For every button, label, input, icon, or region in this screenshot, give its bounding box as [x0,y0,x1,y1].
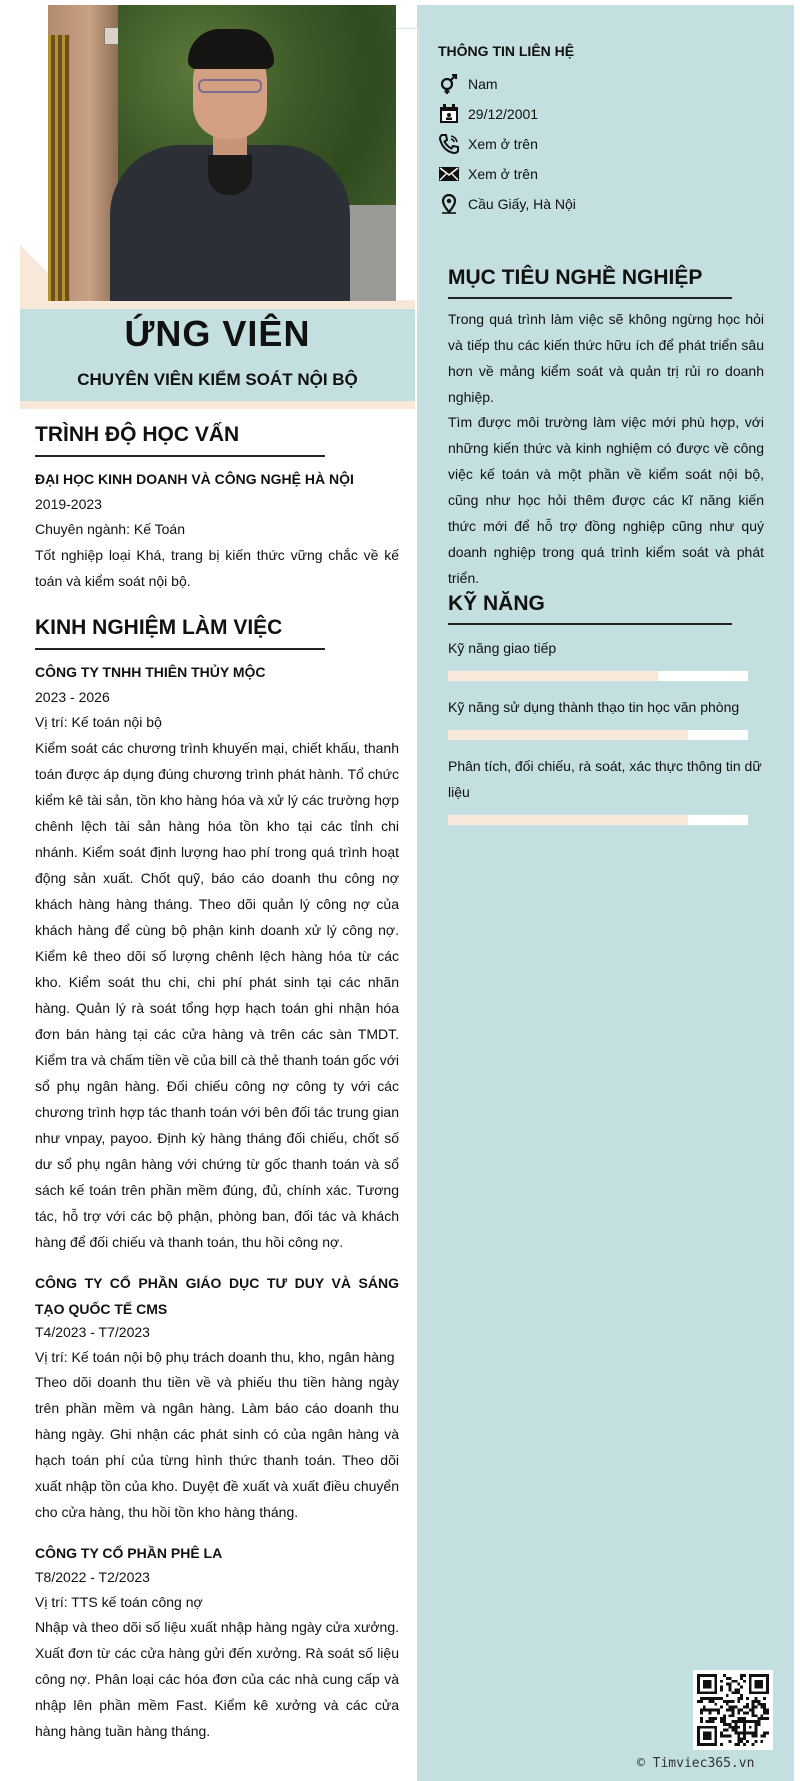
calendar-icon [438,103,460,125]
job-company: CÔNG TY CỔ PHẦN GIÁO DỤC TƯ DUY VÀ SÁNG TẠO QUỐC TẾ CMS [35,1275,399,1317]
education-period: 2019-2023 [35,496,102,512]
skill-name: Kỹ năng giao tiếp [448,640,557,656]
location-pin-icon [438,193,460,215]
job-description: Kiểm soát các chương trình khuyến mại, chiết khấu, thanh toán được áp dụng đúng chương trình phát hành. Tổ chức kiểm kê tài sản, tồn kho hàng hóa và xử lý các trường hợp chênh lệch tài sản hàng hóa tồn kho tại các tỉnh chi nhánh. Kiểm soát định lượng hao phí trong quá trình hoạt động sản xuất. Chốt quỹ, báo cáo doanh thu công nợ khách hàng hàng tháng. Theo dõi quản lý công nợ của khách hàng để cùng bộ phận kinh doanh xử lý công nợ. Kiểm kê theo dõi số lượng chênh lệch hàng hóa từ các kho. Kiểm soát thu chi, chi phí phát sinh tại các nhãn hàng. Quản lý rà soát tổng hợp hạch toán ghi nhận hóa đơn bán hàng tại các cửa hàng và trên các sàn TMDT. Kiểm tra và chấm tiền về của bill cà thẻ thanh toán gốc với sổ phụ ngân hàng. Đối chiếu công nợ công ty với các chương trình hợp tác thanh toán với bên đối tác trung gian như vnpay, payoo. Định kỳ hàng tháng đối chiếu, chốt số dư sổ phụ ngân hàng với chứng từ gốc thanh toán và sổ sách kế toán trên phần mềm đúng, đủ, chính xác. Tương tác, hỗ trợ với các bộ phận, phòng ban, đối tác và khách hàng để đối chiếu và thanh toán, thu hồi công nợ. [35,740,399,1250]
name-card-strip [20,401,415,409]
phone-value: Xem ở trên [468,136,538,152]
contact-gender [438,72,498,96]
experience-heading: KINH NGHIỆM LÀM VIỆC [35,616,283,639]
objective-heading: MỤC TIÊU NGHỀ NGHIỆP [448,266,703,289]
education-major: Chuyên ngành: Kế Toán [35,521,185,537]
envelope-icon [438,163,460,185]
skill-level-bar [448,730,748,740]
contact-phone [438,132,538,156]
skills-heading: KỸ NĂNG [448,592,545,615]
objective-underline [448,297,732,299]
objective-paragraph-1: Trong quá trình làm việc sẽ không ngừng học hỏi và tiếp thu các kiến thức hữu ích để phát triển sâu hơn về mảng kiểm soát và quản trị rủi ro doanh nghiệp. [448,311,764,405]
education-description: Tốt nghiệp loại Khá, trang bị kiến thức vững chắc về kế toán và kiểm soát nội bộ. [35,547,399,589]
contact-address [438,192,576,216]
experience-underline [35,648,325,650]
skill-level-bar [448,815,748,825]
skills-underline [448,623,732,625]
job-period: 2023 - 2026 [35,689,110,705]
job-position: Vị trí: TTS kế toán công nợ [35,1594,203,1610]
education-heading: TRÌNH ĐỘ HỌC VẤN [35,423,240,446]
photo-bottom-strip [20,302,415,308]
address-value: Cầu Giấy, Hà Nội [468,196,576,212]
skill-level-bar [448,671,748,681]
job-period: T8/2022 - T2/2023 [35,1569,150,1585]
job-position: Vị trí: Kế toán nội bộ phụ trách doanh thu, kho, ngân hàng [35,1349,395,1365]
birthday-value: 29/12/2001 [468,106,539,122]
job-title: CHUYÊN VIÊN KIỂM SOÁT NỘI BỘ [77,370,358,389]
education-school: ĐẠI HỌC KINH DOANH VÀ CÔNG NGHỆ HÀ NỘI [35,471,354,487]
contact-birthday [438,102,538,126]
objective-paragraph-2: Tìm được môi trường làm việc mới phù hợp, với những kiến thức và kinh nghiệm có được về công việc kế toán và một phần về kiểm soát nội bộ, cũng như học hỏi thêm được các kĩ năng kiến thức mới để hỗ trợ đồng nghiệp cũng như quý doanh nghiệp trong quá trình kiểm soát và phát triển. [448,414,764,586]
footer-watermark: © Timviec365.vn [637,1756,755,1771]
qr-code [693,1670,773,1750]
job-position: Vị trí: Kế toán nội bộ [35,714,162,730]
email-value: Xem ở trên [468,166,538,182]
contact-email [438,162,538,186]
skill-name: Phân tích, đối chiếu, rà soát, xác thực thông tin dữ liệu [448,758,762,800]
job-company: CÔNG TY TNHH THIÊN THỦY MỘC [35,664,266,680]
job-description: Nhập và theo dõi số liệu xuất nhập hàng ngày cửa xưởng. Xuất đơn từ các cửa hàng gửi đến xưởng. Rà soát số liệu công nợ. Phân loại các hóa đơn của các nhà cung cấp và nhập lên phần mềm Fast. Kiểm kê xưởng và các cửa hàng hàng tuần hàng tháng. [35,1619,399,1739]
education-underline [35,455,325,457]
job-company: CÔNG TY CỔ PHẦN PHÊ LA [35,1545,223,1561]
contact-heading: THÔNG TIN LIÊN HỆ [438,43,575,59]
gender-value: Nam [468,76,498,92]
skill-name: Kỹ năng sử dụng thành thạo tin học văn phòng [448,699,740,715]
decorative-frame [395,28,419,318]
job-description: Theo dõi doanh thu tiền về và phiếu thu tiền hàng ngày trên phần mềm và ngân hàng. Làm báo cáo doanh thu hàng ngày. Ghi nhận các phát sinh có của ngân hàng và hạch toán phí của từng hình thức thanh toán. Theo dõi xuất nhập tồn của kho. Duyệt đề xuất và xuất điều chuyển cho cửa hàng, thu hồi tồn kho hàng tháng. [35,1374,399,1520]
phone-icon [438,133,460,155]
candidate-name: ỨNG VIÊN [124,313,311,354]
gender-icon [438,73,460,95]
job-period: T4/2023 - T7/2023 [35,1324,150,1340]
avatar [48,5,396,301]
